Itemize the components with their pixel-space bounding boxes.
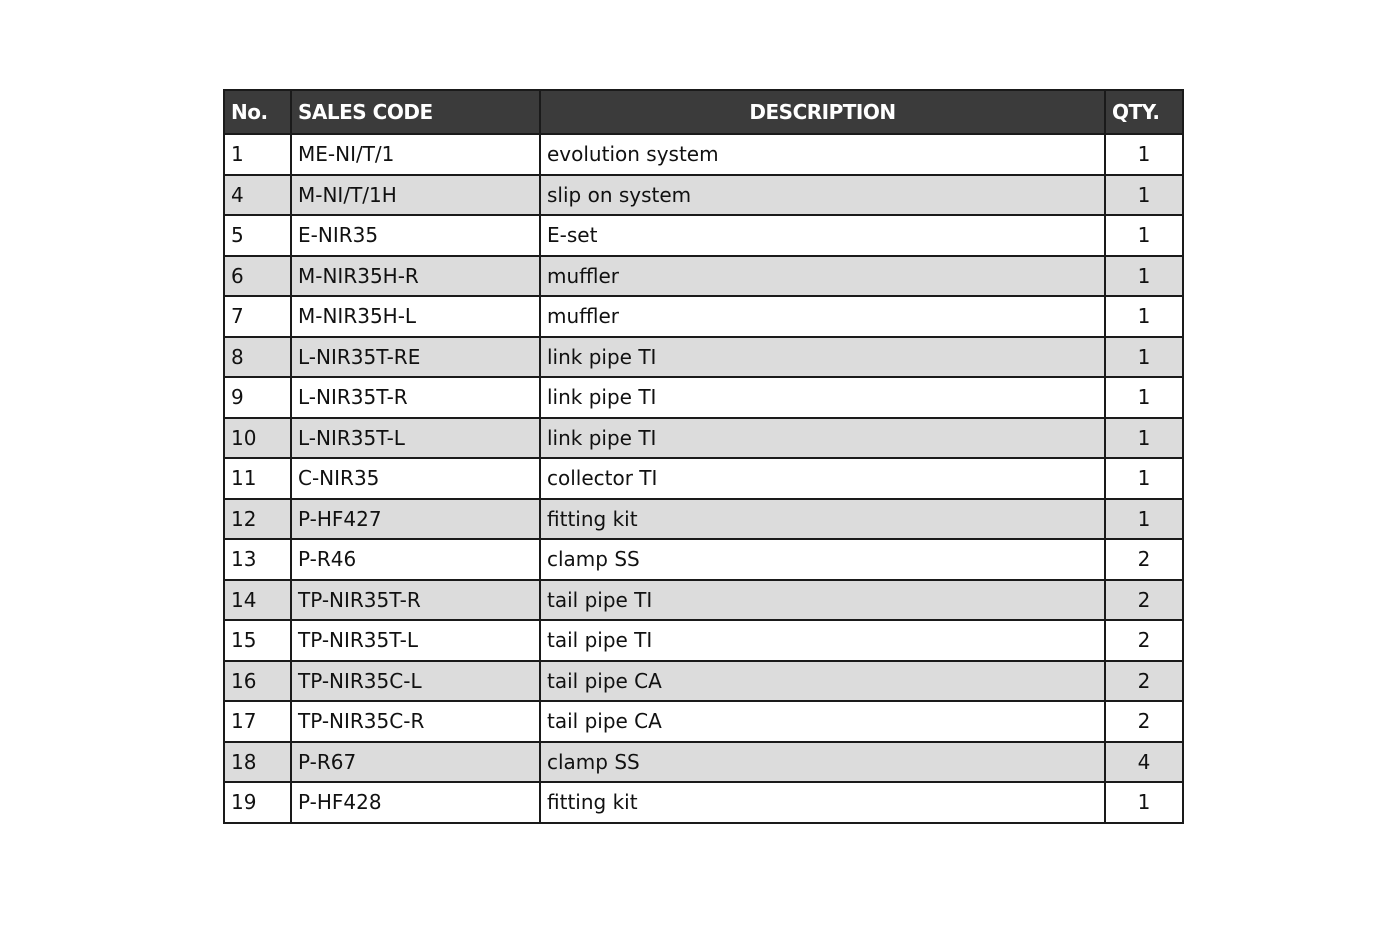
- cell-description: link pipe TI: [540, 337, 1105, 378]
- cell-qty: 4: [1105, 742, 1183, 783]
- cell-no: 15: [224, 620, 291, 661]
- cell-sales-code: L-NIR35T-RE: [291, 337, 540, 378]
- cell-no: 11: [224, 458, 291, 499]
- table-row: [224, 499, 1183, 540]
- cell-sales-code: P-HF428: [291, 782, 540, 823]
- cell-no: 1: [224, 134, 291, 175]
- header-description: DESCRIPTION: [540, 90, 1105, 134]
- cell-sales-code: P-HF427: [291, 499, 540, 540]
- table-row: [224, 782, 1183, 823]
- cell-no: 16: [224, 661, 291, 702]
- cell-description: muffler: [540, 296, 1105, 337]
- cell-sales-code: L-NIR35T-L: [291, 418, 540, 459]
- parts-table: [223, 89, 1184, 824]
- cell-description: fitting kit: [540, 782, 1105, 823]
- table-body: [224, 134, 1183, 823]
- cell-qty: 1: [1105, 215, 1183, 256]
- table-row: [224, 661, 1183, 702]
- cell-qty: 1: [1105, 499, 1183, 540]
- cell-no: 7: [224, 296, 291, 337]
- cell-no: 10: [224, 418, 291, 459]
- cell-qty: 1: [1105, 782, 1183, 823]
- cell-sales-code: TP-NIR35T-R: [291, 580, 540, 621]
- cell-qty: 1: [1105, 418, 1183, 459]
- cell-qty: 2: [1105, 580, 1183, 621]
- cell-qty: 1: [1105, 175, 1183, 216]
- cell-sales-code: M-NI/T/1H: [291, 175, 540, 216]
- cell-qty: 2: [1105, 620, 1183, 661]
- table-row: [224, 458, 1183, 499]
- cell-description: link pipe TI: [540, 377, 1105, 418]
- header-no: No.: [224, 90, 291, 134]
- cell-sales-code: P-R67: [291, 742, 540, 783]
- cell-qty: 1: [1105, 458, 1183, 499]
- header-qty: QTY.: [1105, 90, 1183, 134]
- cell-description: evolution system: [540, 134, 1105, 175]
- cell-sales-code: TP-NIR35T-L: [291, 620, 540, 661]
- cell-no: 4: [224, 175, 291, 216]
- cell-sales-code: ME-NI/T/1: [291, 134, 540, 175]
- cell-sales-code: P-R46: [291, 539, 540, 580]
- table-row: [224, 296, 1183, 337]
- cell-no: 19: [224, 782, 291, 823]
- header-sales-code: SALES CODE: [291, 90, 540, 134]
- cell-sales-code: C-NIR35: [291, 458, 540, 499]
- cell-sales-code: E-NIR35: [291, 215, 540, 256]
- cell-sales-code: M-NIR35H-R: [291, 256, 540, 297]
- cell-description: collector TI: [540, 458, 1105, 499]
- cell-no: 14: [224, 580, 291, 621]
- table-row: [224, 418, 1183, 459]
- cell-qty: 1: [1105, 256, 1183, 297]
- cell-no: 8: [224, 337, 291, 378]
- table-row: [224, 580, 1183, 621]
- table-row: [224, 134, 1183, 175]
- cell-description: fitting kit: [540, 499, 1105, 540]
- table-row: [224, 215, 1183, 256]
- cell-description: link pipe TI: [540, 418, 1105, 459]
- cell-description: muffler: [540, 256, 1105, 297]
- cell-no: 13: [224, 539, 291, 580]
- cell-description: tail pipe CA: [540, 701, 1105, 742]
- cell-qty: 1: [1105, 377, 1183, 418]
- cell-description: tail pipe TI: [540, 580, 1105, 621]
- cell-sales-code: TP-NIR35C-L: [291, 661, 540, 702]
- table-row: [224, 175, 1183, 216]
- cell-sales-code: L-NIR35T-R: [291, 377, 540, 418]
- cell-description: slip on system: [540, 175, 1105, 216]
- table-header-row: [224, 90, 1183, 134]
- cell-qty: 2: [1105, 539, 1183, 580]
- cell-qty: 1: [1105, 134, 1183, 175]
- table-row: [224, 337, 1183, 378]
- cell-sales-code: TP-NIR35C-R: [291, 701, 540, 742]
- table-row: [224, 377, 1183, 418]
- cell-no: 18: [224, 742, 291, 783]
- cell-qty: 2: [1105, 701, 1183, 742]
- cell-description: E-set: [540, 215, 1105, 256]
- table-row: [224, 620, 1183, 661]
- cell-qty: 2: [1105, 661, 1183, 702]
- cell-qty: 1: [1105, 337, 1183, 378]
- cell-no: 6: [224, 256, 291, 297]
- cell-description: clamp SS: [540, 539, 1105, 580]
- cell-description: tail pipe CA: [540, 661, 1105, 702]
- cell-description: tail pipe TI: [540, 620, 1105, 661]
- cell-no: 5: [224, 215, 291, 256]
- table-row: [224, 742, 1183, 783]
- cell-description: clamp SS: [540, 742, 1105, 783]
- cell-sales-code: M-NIR35H-L: [291, 296, 540, 337]
- cell-no: 9: [224, 377, 291, 418]
- table-row: [224, 256, 1183, 297]
- cell-no: 17: [224, 701, 291, 742]
- table-row: [224, 701, 1183, 742]
- table-row: [224, 539, 1183, 580]
- cell-no: 12: [224, 499, 291, 540]
- cell-qty: 1: [1105, 296, 1183, 337]
